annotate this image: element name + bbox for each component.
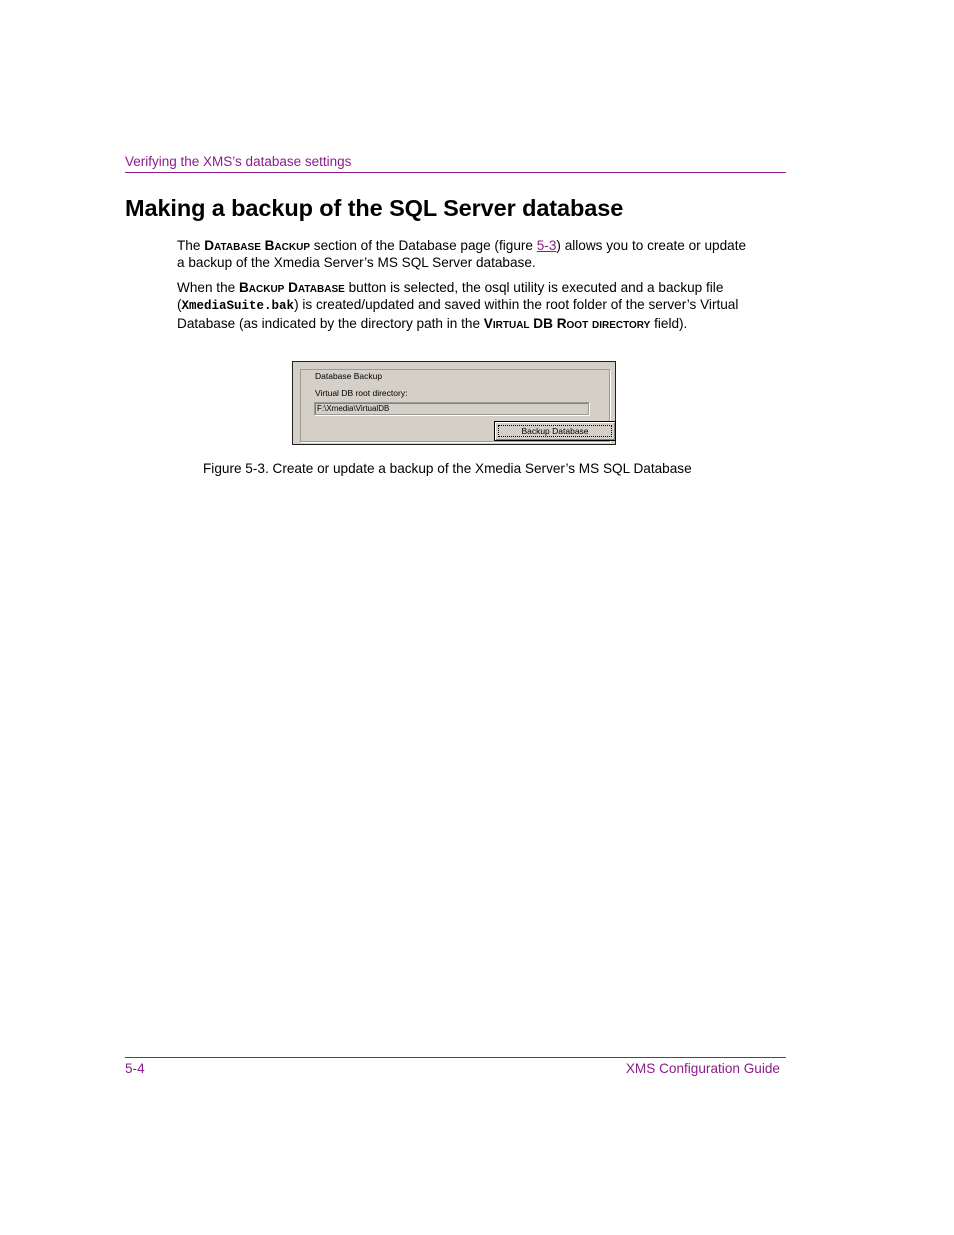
virtual-db-root-field[interactable]: F:\Xmedia\VirtualDB [314,402,589,415]
database-backup-screenshot [292,361,616,445]
figure-caption: Figure 5-3. Create or update a backup of the Xmedia Server’s MS SQL Database [203,461,692,476]
p1-text-3: ) allows you to create or update a backup of the Xmedia Server’s MS SQL Server database. [177,238,747,270]
section-title: Making a backup of the SQL Server database [125,195,624,221]
book-title: XMS Configuration Guide [625,1061,780,1076]
database-backup-groupbox [300,369,610,442]
p2-text-3: ) is created/updated and saved within the root folder of the server’s Virtual Database (as indicated by the directory path in the [177,297,739,331]
p1-text-1: The [177,238,205,253]
page-number: 5-4 [125,1061,145,1076]
backup-database-button[interactable] [494,421,616,441]
running-header-title: Verifying the XMS’s database settings [125,154,352,169]
p2-virtual-db-root-term: Virtual DB Root directory [483,316,651,331]
running-header [125,154,786,173]
backup-filename-code: XmediaSuite.bak [181,299,295,313]
p1-text-2: section of the Database page (figure [310,238,537,253]
p1-database-backup-term: Database Backup [204,238,311,253]
running-footer [125,1057,786,1080]
p2-backup-database-term: Backup Database [238,280,345,295]
detail-paragraph [177,279,757,332]
intro-paragraph [177,237,757,271]
p2-text-2: button is selected, the osql utility is executed and a backup file ( [177,280,724,312]
p2-text-1: When the [177,280,239,295]
groupbox-title: Database Backup [315,371,383,381]
figure-xref-link[interactable]: 5-3 [536,238,557,253]
p2-text-4: field). [650,316,688,331]
virtual-db-root-label: Virtual DB root directory: [315,388,408,398]
backup-database-button-label: Backup Database [521,425,589,436]
